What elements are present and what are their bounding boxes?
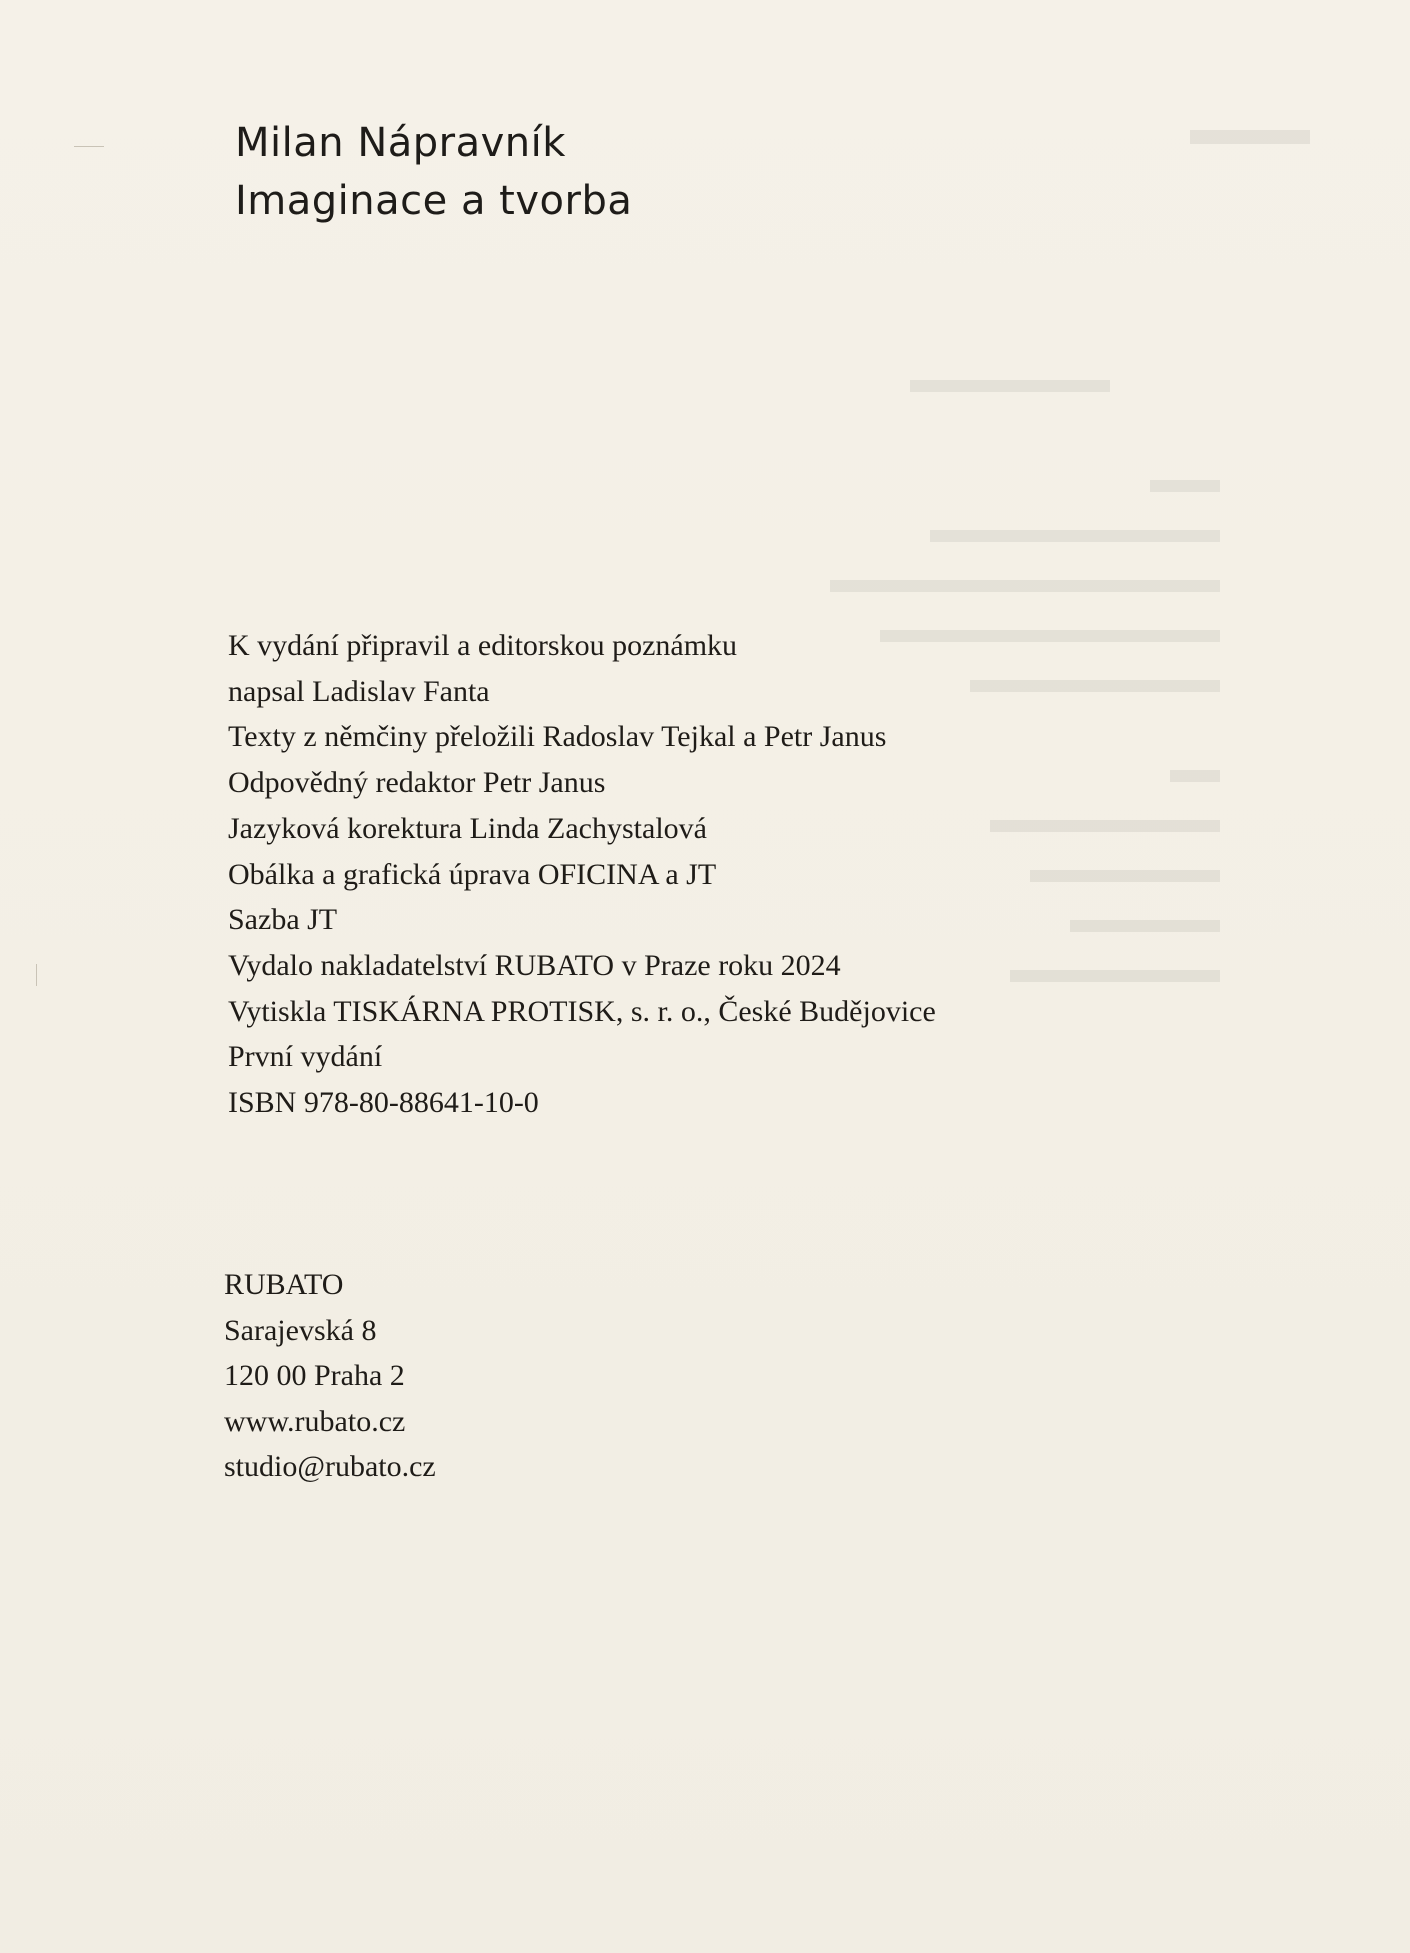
credit-line: Vytiskla TISKÁRNA PROTISK, s. r. o., České Budějovice (228, 994, 936, 1028)
book-heading (235, 114, 632, 230)
publisher-address (224, 1262, 436, 1490)
publisher-website: www.rubato.cz (224, 1404, 406, 1438)
credit-line: napsal Ladislav Fanta (228, 674, 490, 708)
credit-line: První vydání (228, 1040, 383, 1074)
author-name: Milan Nápravník (235, 120, 566, 166)
publisher-name: RUBATO (224, 1268, 344, 1301)
publisher-city: 120 00 Praha 2 (224, 1359, 405, 1393)
publisher-email: studio@rubato.cz (224, 1450, 436, 1484)
credits-block (228, 623, 936, 1126)
credit-line: K vydání připravil a editorskou poznámku (228, 629, 738, 662)
publisher-street: Sarajevská 8 (224, 1313, 377, 1347)
credit-line: Jazyková korektura Linda Zachystalová (228, 811, 707, 845)
book-title: Imaginace a tvorba (235, 178, 633, 224)
credit-line: Sazba JT (228, 903, 338, 937)
isbn-line: ISBN 978-80-88641-10-0 (228, 1086, 539, 1120)
margin-tick-top (74, 146, 104, 147)
margin-tick-left (36, 964, 37, 986)
credit-line: Vydalo nakladatelství RUBATO v Praze roku 2024 (228, 948, 841, 982)
credit-line: Texty z němčiny přeložili Radoslav Tejkal a Petr Janus (228, 720, 887, 754)
credit-line: Odpovědný redaktor Petr Janus (228, 766, 606, 800)
credit-line: Obálka a grafická úprava OFICINA a JT (228, 857, 717, 891)
